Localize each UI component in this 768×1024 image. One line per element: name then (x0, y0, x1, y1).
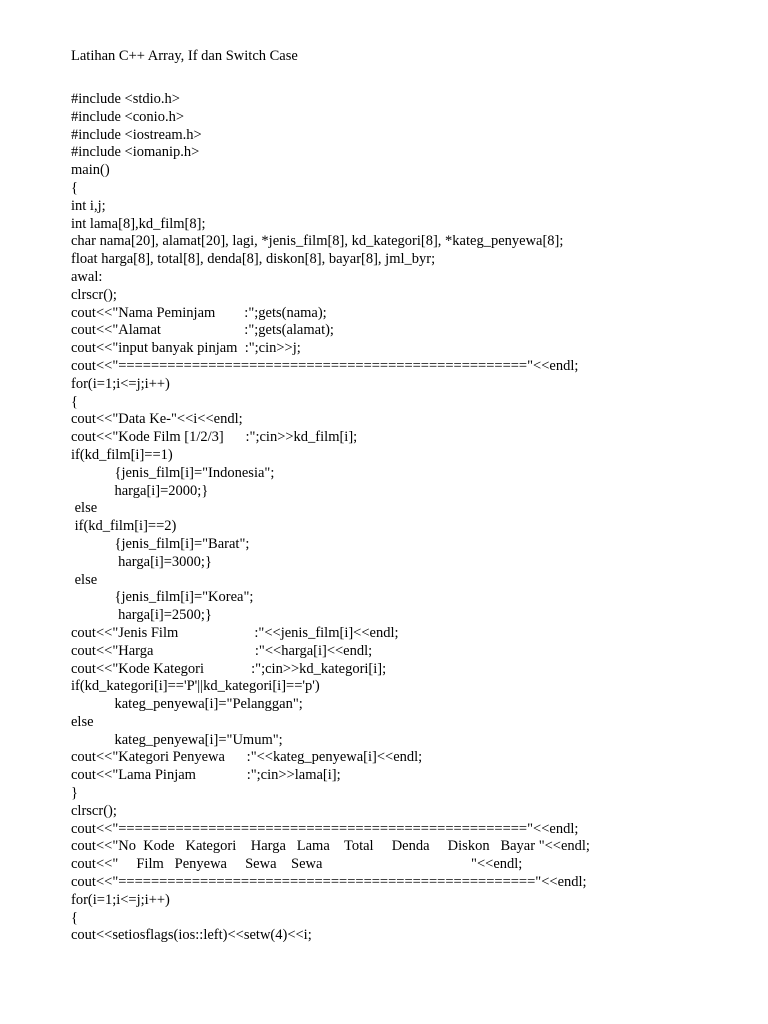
code-line: cout<<"Harga :"<<harga[i]<<endl; (71, 642, 373, 659)
code-line: else (71, 713, 94, 730)
code-line: cout<<"input banyak pinjam :";cin>>j; (71, 340, 301, 357)
code-line: } (71, 785, 78, 802)
code-line: for(i=1;i<=j;i++) (71, 375, 170, 392)
code-line: main() (71, 162, 110, 179)
code-line: cout<<"Alamat :";gets(alamat); (71, 322, 334, 339)
code-line: else (71, 571, 98, 588)
code-line: else (71, 500, 98, 517)
code-line: int lama[8],kd_film[8]; (71, 215, 206, 232)
code-line: harga[i]=2000;} (71, 482, 209, 499)
code-line: cout<<"==================================================="<<endl; (71, 874, 587, 891)
code-line: cout<<"Nama Peminjam :";gets(nama); (71, 304, 327, 321)
document-title: Latihan C++ Array, If dan Switch Case (71, 48, 298, 64)
code-line: #include <conio.h> (71, 108, 184, 125)
code-line: #include <iostream.h> (71, 126, 202, 143)
code-line: clrscr(); (71, 286, 117, 303)
code-line: { (71, 909, 78, 926)
code-line: clrscr(); (71, 802, 117, 819)
code-line: {jenis_film[i]="Barat"; (71, 535, 250, 552)
code-line: cout<<"Kode Kategori :";cin>>kd_kategori[i]; (71, 660, 387, 677)
code-listing (71, 91, 751, 945)
code-line: awal: (71, 268, 103, 285)
code-line: kateg_penyewa[i]="Pelanggan"; (71, 696, 303, 713)
code-line: if(kd_kategori[i]=='P'||kd_kategori[i]=='p') (71, 678, 320, 695)
code-line: cout<<"Kategori Penyewa :"<<kateg_penyewa[i]<<endl; (71, 749, 423, 766)
code-line: for(i=1;i<=j;i++) (71, 891, 170, 908)
code-line: char nama[20], alamat[20], lagi, *jenis_film[8], kd_kategori[8], *kateg_penyewa[8]; (71, 233, 564, 250)
code-line: #include <iomanip.h> (71, 144, 200, 161)
code-line: if(kd_film[i]==2) (71, 518, 177, 535)
code-line: cout<<"No Kode Kategori Harga Lama Total Denda Diskon Bayar "<<endl; (71, 838, 590, 855)
code-line: {jenis_film[i]="Korea"; (71, 589, 254, 606)
code-line: cout<<" Film Penyewa Sewa Sewa "<<endl; (71, 856, 523, 873)
code-line: kateg_penyewa[i]="Umum"; (71, 731, 283, 748)
code-line: cout<<"=================================================="<<endl; (71, 357, 579, 374)
code-line: harga[i]=3000;} (71, 553, 212, 570)
code-line: cout<<"=================================================="<<endl; (71, 820, 579, 837)
code-line: { (71, 179, 78, 196)
code-line: #include <stdio.h> (71, 91, 180, 107)
code-line: harga[i]=2500;} (71, 607, 212, 624)
code-line: cout<<"Lama Pinjam :";cin>>lama[i]; (71, 767, 341, 784)
code-line: cout<<"Kode Film [1/2/3] :";cin>>kd_film[i]; (71, 429, 358, 446)
code-line: float harga[8], total[8], denda[8], diskon[8], bayar[8], jml_byr; (71, 251, 436, 268)
code-line: {jenis_film[i]="Indonesia"; (71, 464, 275, 481)
code-line: if(kd_film[i]==1) (71, 446, 173, 463)
code-line: cout<<setiosflags(ios::left)<<setw(4)<<i; (71, 927, 312, 944)
code-line: { (71, 393, 78, 410)
code-line: cout<<"Jenis Film :"<<jenis_film[i]<<endl; (71, 624, 399, 641)
code-line: cout<<"Data Ke-"<<i<<endl; (71, 411, 243, 428)
code-line: int i,j; (71, 197, 106, 214)
